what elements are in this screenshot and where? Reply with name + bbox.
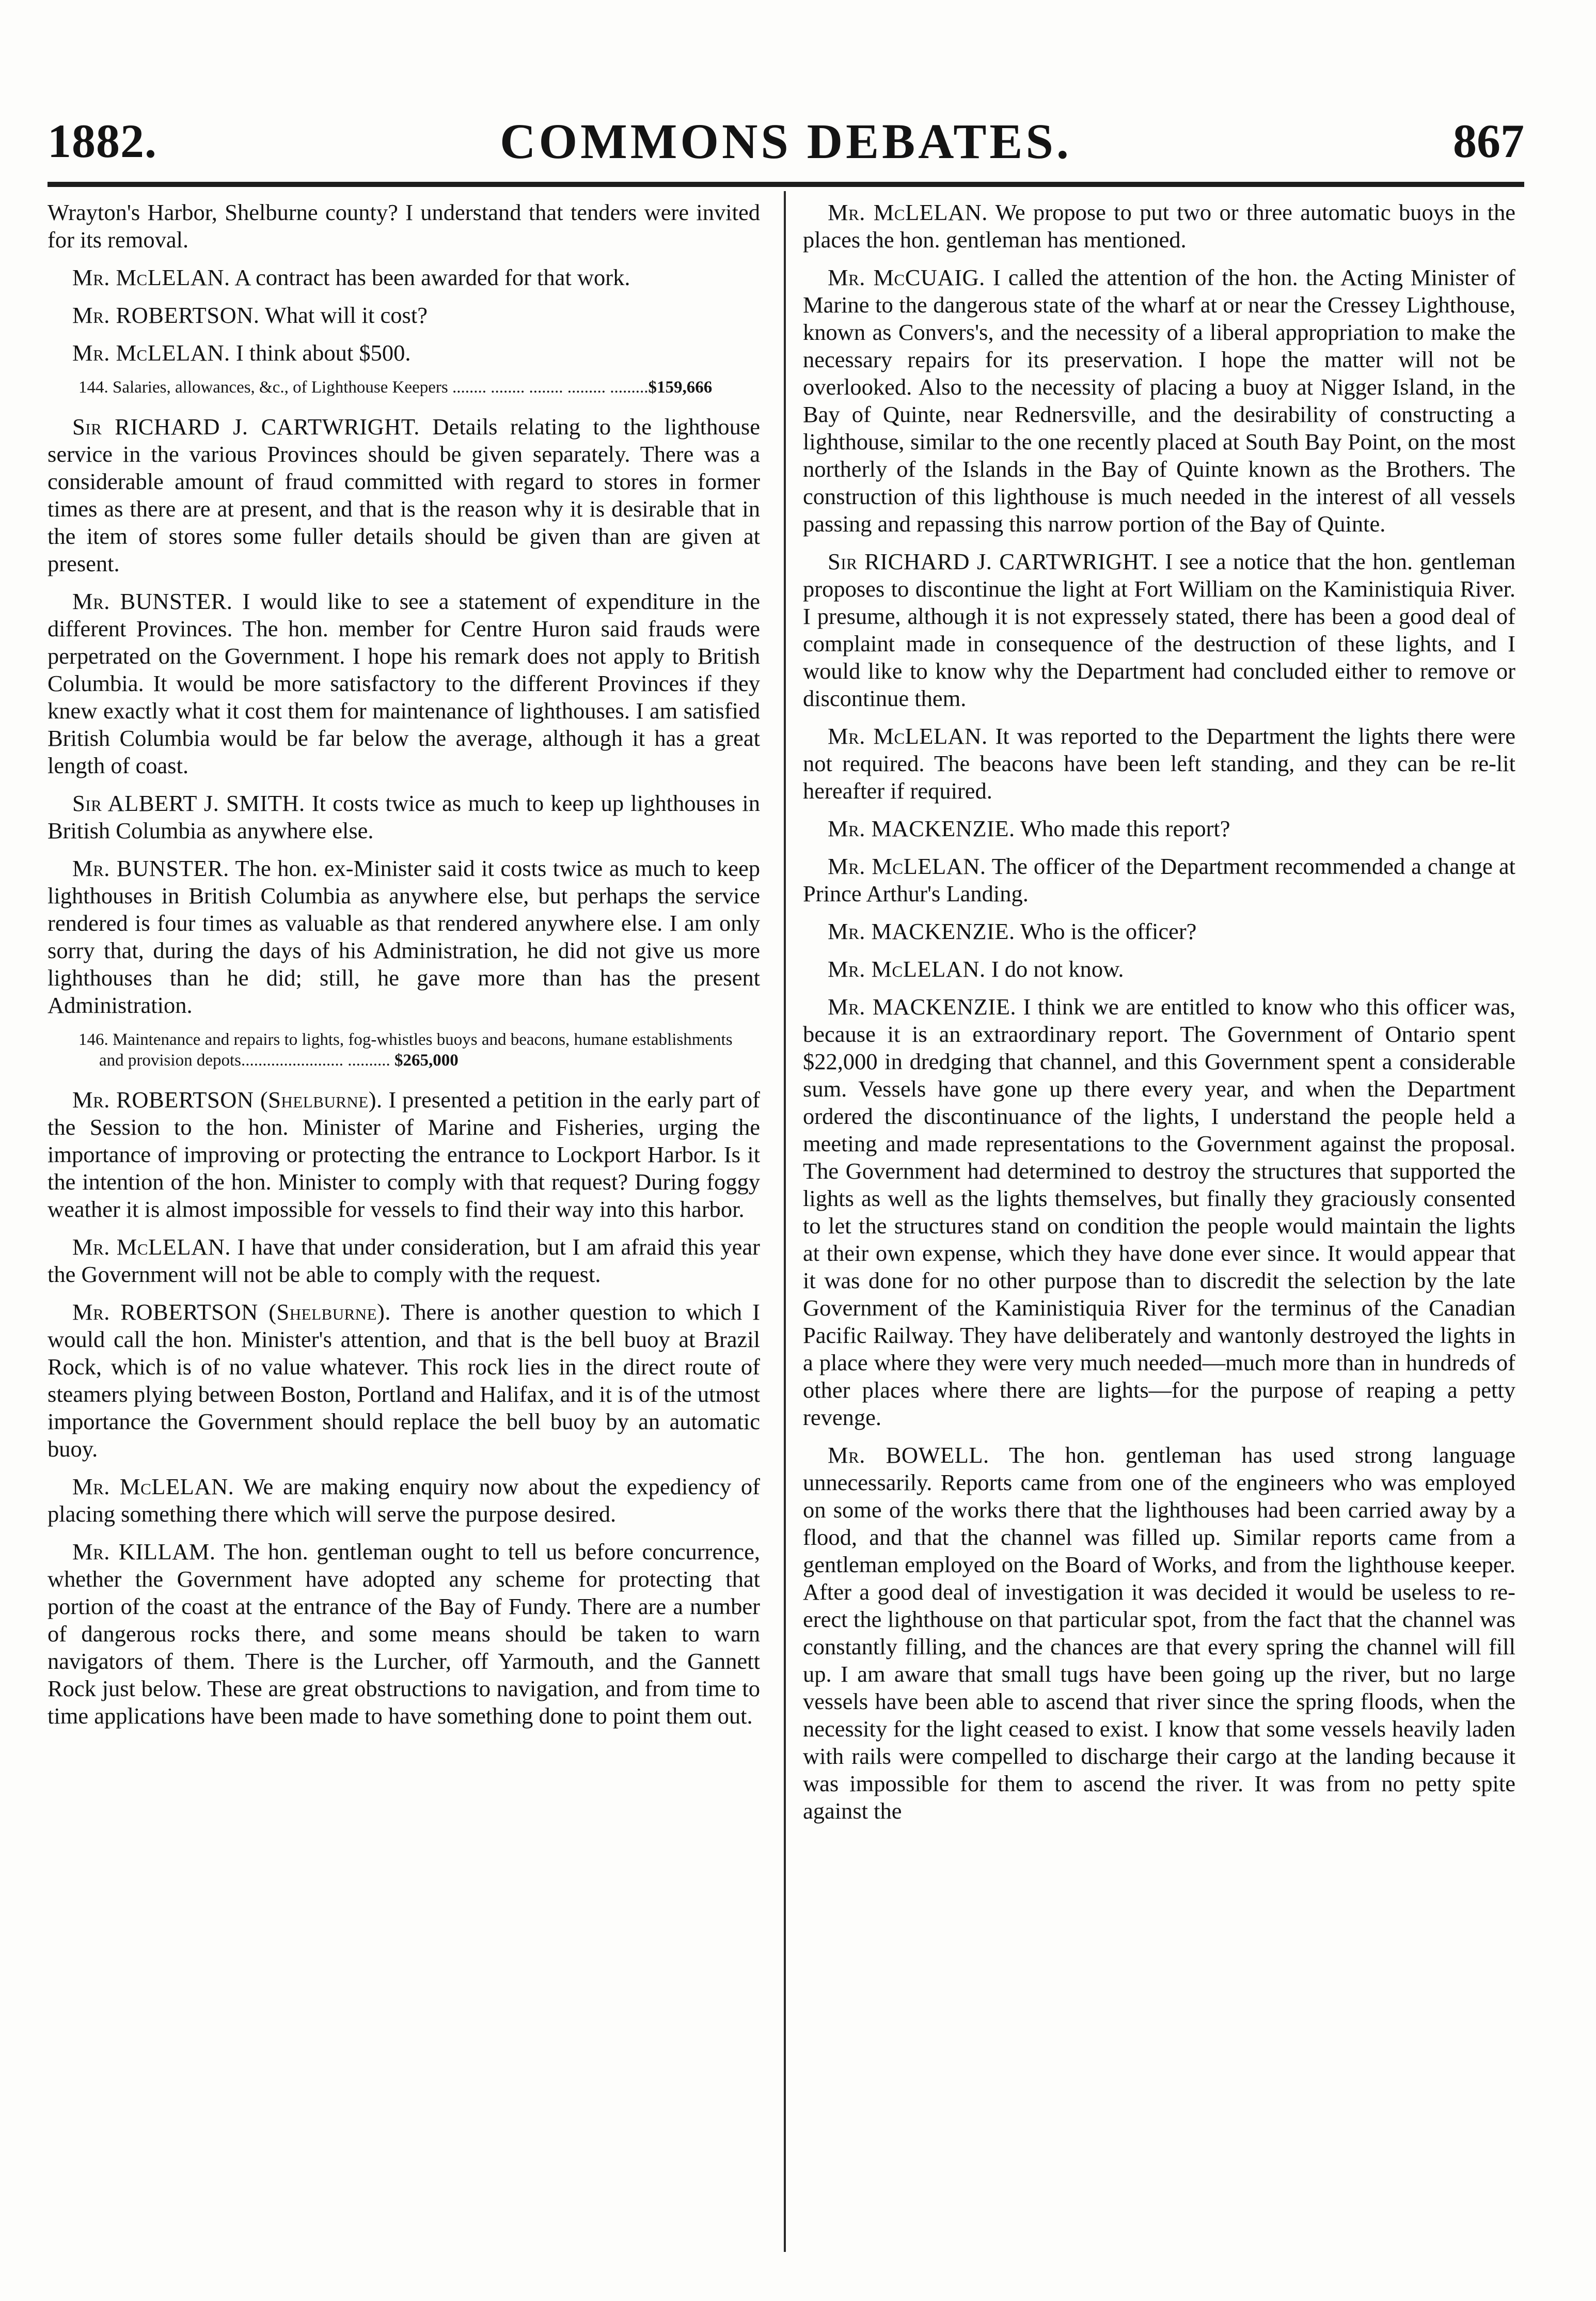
paragraph xyxy=(48,1233,760,1288)
paragraph-text: I would like to see a statement of expenditure in the different Provinces. The hon. member for Centre Huron said frauds were perpetrated on the Government. I hope his remark does not apply to British Columbia. It would be more satisfactory to the different Provinces if they knew exactly what it cost them for maintenance of lighthouses. I am satisfied British Columbia would be far below the average, although it has a great length of coast. xyxy=(48,588,760,778)
paragraph-text: Who made this report? xyxy=(1020,816,1230,841)
vote-amount: $159,666 xyxy=(648,378,713,397)
paragraph xyxy=(803,815,1515,842)
paragraph-text: I see a notice that the hon. gentleman proposes to discontinue the light at Fort William on the Kaministiquia River. I presume, although it is not expressely stated, there has been a good deal of complaint made in consequence of the destruction of these lights, and I would like to know why the Department had concluded either to remove or discontinue them. xyxy=(803,549,1515,711)
paragraph-text: I called the attention of the hon. the Acting Minister of Marine to the dangerous state of the wharf at or near the Cressey Lighthouse, known as Convers's, and the necessity of a liberal appropriation to make the necessary repairs for its preservation. I hope the matter will not be overlooked. Also to the necessity of placing a buoy at Nigger Island, in the Bay of Quinte, near Rednersville, and the desirability of constructing a lighthouse, similar to the one recently placed at South Bay Point, on the most northerly of the Islands in the Bay of Quinte known as the Brothers. The construction of this lighthouse is much needed in the interest of all vessels passing and repassing this narrow portion of the Bay of Quinte. xyxy=(803,264,1515,537)
paragraph xyxy=(48,588,760,779)
vote-amount: $265,000 xyxy=(394,1051,459,1070)
paragraph xyxy=(803,199,1515,254)
vote-description: 146. Maintenance and repairs to lights, fog-whistles buoys and beacons, humane establishments and provision depots........................ .......... xyxy=(78,1030,733,1070)
paragraph xyxy=(48,1298,760,1463)
vote-item xyxy=(78,1029,760,1071)
paragraph-text: The hon. gentleman ought to tell us before concurrence, whether the Government have adopted any scheme for protecting that portion of the coast at the entrance of the Bay of Fundy. There are a number of dangerous rocks there, and some means should be taken to warn navigators of them. There is the Lurcher, off Yarmouth, and the Gannett Rock just below. These are great obstructions to navigation, and from time to time applications have been made to have something done to point them out. xyxy=(48,1539,760,1729)
paragraph xyxy=(803,723,1515,805)
speaker-name: Mr. BOWELL. xyxy=(828,1442,989,1468)
speaker-name: Mr. McLELAN. xyxy=(828,956,986,982)
paragraph-text: What will it cost? xyxy=(264,302,428,328)
speaker-name: Mr. McLELAN. xyxy=(828,723,988,749)
paragraph-text: The hon. gentleman has used strong language unnecessarily. Reports came from one of the engineers who was employed on some of the works there that the lighthouses had been carried away by a flood, and that the channel was filled up. Similar reports came from a gentleman employed on the Board of Works, and from the lighthouse keeper. After a good deal of investigation it was decided it would be useless to re-erect the lighthouse on that particular spot, from the fact that the channel was constantly filling, and the chances are that every spring the channel will fill up. I am aware that small tugs have been going up the river, but no large vessels have been able to ascend that river since the spring floods, when the necessity for the light ceased to exist. I know that some vessels heavily laden with rails were compelled to discharge their cargo at the landing because it was impossible for them to ascend the river. It was from no petty spite against the xyxy=(803,1442,1515,1824)
column-divider xyxy=(784,191,786,2252)
paragraph xyxy=(48,199,760,254)
paragraph-text: It was reported to the Department the lights there were not required. The beacons have been left standing, and they can be re-lit hereafter if required. xyxy=(803,723,1515,804)
paragraph xyxy=(48,1538,760,1730)
paragraph-text: A contract has been awarded for that work. xyxy=(234,264,630,290)
speaker-name: Mr. MACKENZIE. xyxy=(828,994,1017,1020)
paragraph-text: It costs twice as much to keep up lighthouses in British Columbia as anywhere else. xyxy=(48,790,760,843)
paragraph xyxy=(803,264,1515,538)
left-column xyxy=(48,199,760,2260)
paragraph xyxy=(48,790,760,844)
speaker-name: Mr. McLELAN. xyxy=(72,340,230,366)
speaker-name: Sir ALBERT J. SMITH. xyxy=(72,790,305,816)
paragraph xyxy=(803,993,1515,1431)
speaker-name: Mr. MACKENZIE. xyxy=(828,918,1015,944)
speaker-name: Mr. McLELAN. xyxy=(72,1474,234,1499)
header-title: COMMONS DEBATES. xyxy=(500,114,1072,169)
paragraph-text: I think we are entitled to know who this officer was, because it is an extraordinary report. The Government of Ontario spent $22,000 in dredging that channel, and this Government spent a considerable sum. Vessels have gone up there every year, and when the Department ordered the discontinuance of the lights, I understand the people held a meeting and made representations to the Government against the proposal. The Government had determined to destroy the structures that supported the lights as well as the lights themselves, but finally they graciously consented to let the structures stand on condition the people would maintain the lights at their own expense, which they have done ever since. It would appear that it was done for no other purpose than to discredit the selection by the late Government of the Kaministiquia River for the terminus of the Canadian Pacific Railway. They have deliberately and wantonly destroyed the lights in a place where they were very much needed—much more than in hundreds of other places where there are lights—for the purpose of reaping a petty revenge. xyxy=(803,994,1515,1430)
paragraph-text: I presented a petition in the early part of the Session to the hon. Minister of Marine and Fisheries, urging the importance of improving or protecting the entrance to Lockport Harbor. Is it the intention of the hon. Minister to comply with that request? During foggy weather it is almost impossible for vessels to find their way into this harbor. xyxy=(48,1087,760,1222)
speaker-name: Mr. McLELAN. xyxy=(828,853,986,879)
speaker-name: Mr. McCUAIG. xyxy=(828,264,985,290)
speaker-name: Mr. ROBERTSON (Shelburne). xyxy=(72,1087,383,1113)
paragraph-text: We are making enquiry now about the expediency of placing something there which will serve the purpose desired. xyxy=(48,1474,760,1527)
paragraph-text: I do not know. xyxy=(991,956,1124,982)
paragraph-text: I think about $500. xyxy=(235,340,411,366)
paragraph xyxy=(803,853,1515,907)
header-year: 1882. xyxy=(48,115,157,167)
paragraph-text: We propose to put two or three automatic buoys in the places the hon. gentleman has mentioned. xyxy=(803,199,1515,253)
speaker-name: Mr. MACKENZIE. xyxy=(828,816,1015,841)
vote-item xyxy=(78,377,760,398)
speaker-name: Mr. ROBERTSON. xyxy=(72,302,260,328)
paragraph xyxy=(803,956,1515,983)
speaker-name: Mr. KILLAM. xyxy=(72,1539,216,1564)
speaker-name: Mr. BUNSTER. xyxy=(72,588,233,614)
paragraph-text: Details relating to the lighthouse service in the various Provinces should be given separately. There was a considerable amount of fraud committed with regard to stores in former times as there are at present, and that is the reason why it is desirable that in the item of stores some fuller details should be given than are given at present. xyxy=(48,414,760,576)
speaker-name: Mr. McLELAN. xyxy=(828,199,988,225)
paragraph xyxy=(48,302,760,329)
speaker-name: Mr. ROBERTSON (Shelburne). xyxy=(72,1299,391,1325)
paragraph xyxy=(48,855,760,1019)
speaker-name: Mr. BUNSTER. xyxy=(72,855,229,881)
paragraph xyxy=(48,413,760,577)
paragraph xyxy=(48,264,760,291)
paragraph-text: I have that under consideration, but I am afraid this year the Government will not be able to comply with the request. xyxy=(48,1234,760,1287)
paragraph-text: The officer of the Department recommended a change at Prince Arthur's Landing. xyxy=(803,853,1515,906)
page-header xyxy=(48,108,1524,170)
header-page-number: 867 xyxy=(1453,115,1524,167)
paragraph xyxy=(48,339,760,367)
speaker-name: Mr. McLELAN. xyxy=(72,1234,231,1260)
paragraph-text: Wrayton's Harbor, Shelburne county? I understand that tenders were invited for its removal. xyxy=(48,199,760,253)
header-rule xyxy=(48,182,1524,187)
paragraph xyxy=(803,1442,1515,1825)
speaker-name: Sir RICHARD J. CARTWRIGHT. xyxy=(828,549,1158,574)
paragraph xyxy=(48,1086,760,1223)
paragraph xyxy=(48,1473,760,1528)
paragraph xyxy=(803,548,1515,712)
paragraph xyxy=(803,918,1515,945)
right-column xyxy=(803,199,1515,2260)
speaker-name: Sir RICHARD J. CARTWRIGHT. xyxy=(72,414,420,440)
paragraph-text: The hon. ex-Minister said it costs twice as much to keep lighthouses in British Columbia as anywhere else, but perhaps the service rendered is four times as valuable as that rendered anywhere else. I am only sorry that, during the days of his Administration, he did not give us more lighthouses than he did; still, he gave more than has the present Administration. xyxy=(48,855,760,1018)
speaker-name: Mr. McLELAN. xyxy=(72,264,230,290)
paragraph-text: There is another question to which I would call the hon. Minister's attention, and that is the bell buoy at Brazil Rock, which is of no value whatever. This rock lies in the direct route of steamers plying between Boston, Portland and Halifax, and it is of the utmost importance the Government should replace the bell buoy by an automatic buoy. xyxy=(48,1299,760,1462)
paragraph-text: Who is the officer? xyxy=(1020,918,1197,944)
vote-description: 144. Salaries, allowances, &c., of Lighthouse Keepers ........ ........ ........ ......... ......... xyxy=(78,378,649,397)
